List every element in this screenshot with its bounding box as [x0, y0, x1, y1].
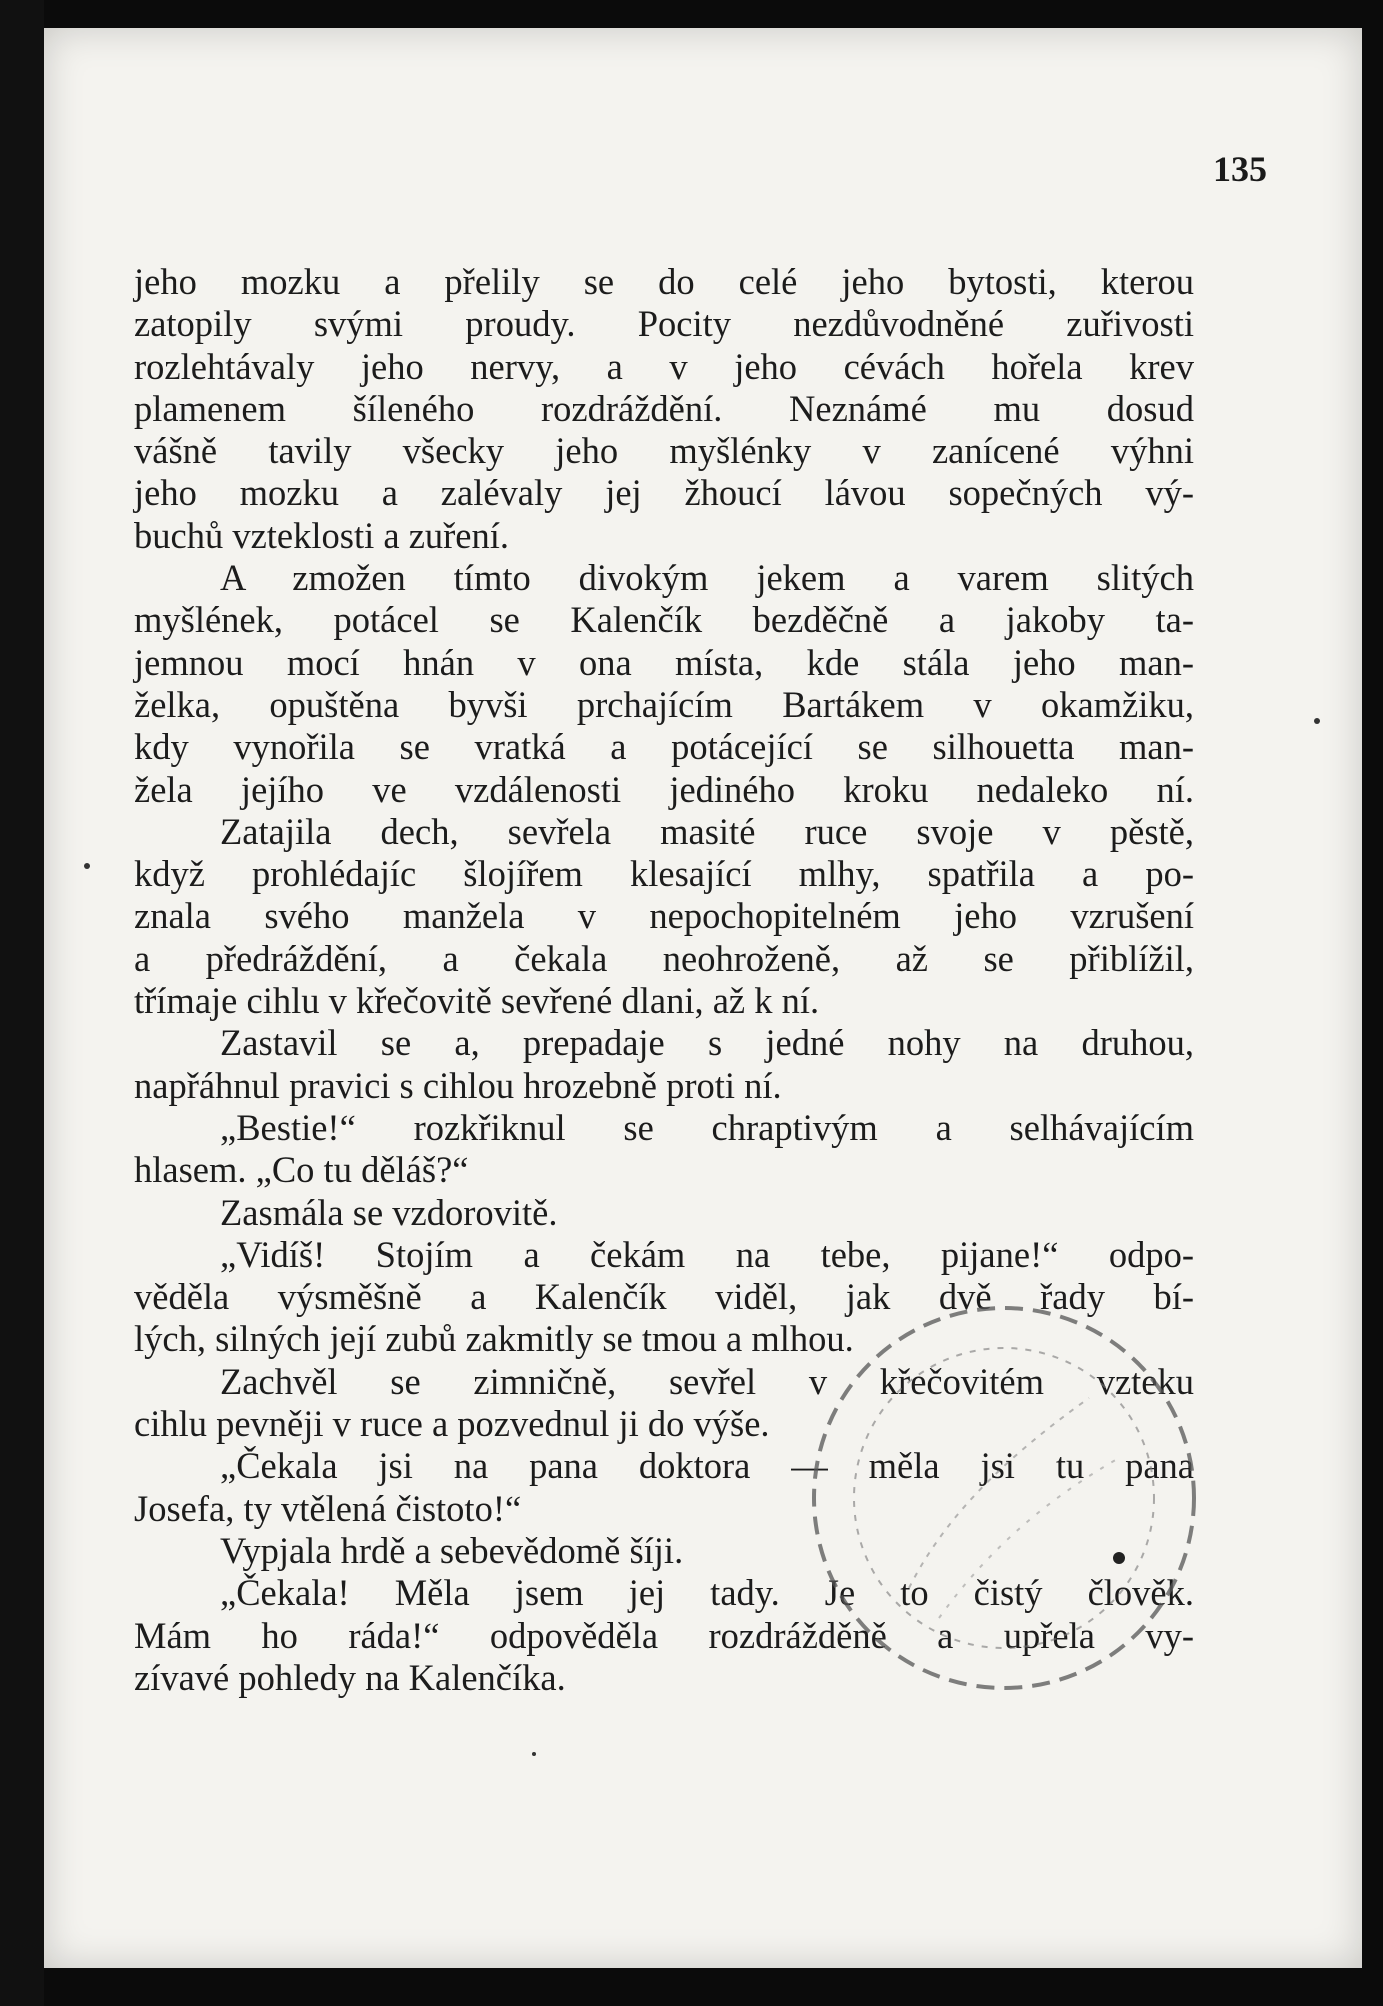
text-line: vášně tavily všecky jeho myšlénky v zanícené výhni	[134, 430, 1194, 472]
text-line: Zachvěl se zimničně, sevřel v křečovitém vzteku	[220, 1360, 1194, 1402]
text-line: Zasmála se vzdorovitě.	[220, 1191, 558, 1233]
ink-speck	[84, 863, 90, 869]
text-line: cihlu pevněji v ruce a pozvednul ji do výše.	[134, 1403, 770, 1445]
text-line: „Čekala jsi na pana doktora — měla jsi tu pana	[220, 1445, 1194, 1487]
text-line: rozlehtávaly jeho nervy, a v jeho cévách hořela krev	[134, 345, 1194, 387]
text-line: hlasem. „Co tu děláš?“	[134, 1149, 469, 1191]
text-line: „Čekala! Měla jsem jej tady. Je to čistý člověk.	[220, 1572, 1194, 1614]
text-line: jeho mozku a zalévaly jej žhoucí lávou sopečných vý-	[134, 472, 1194, 514]
text-line: věděla výsměšně a Kalenčík viděl, jak dvě řady bí-	[134, 1276, 1194, 1318]
text-line: kdy vynořila se vratká a potácející se silhouetta man-	[134, 726, 1194, 768]
text-line: napřáhnul pravici s cihlou hrozebně proti ní.	[134, 1064, 782, 1106]
text-line: Zatajila dech, sevřela masité ruce svoje v pěstě,	[220, 810, 1194, 852]
text-line: „Bestie!“ rozkřiknul se chraptivým a selhávajícím	[220, 1106, 1194, 1148]
text-line: jemnou mocí hnán v ona místa, kde stála jeho man-	[134, 641, 1194, 683]
text-line: Mám ho ráda!“ odpověděla rozdrážděně a upřela vy-	[134, 1614, 1194, 1656]
text-line: žela jejího ve vzdálenosti jediného kroku nedaleko ní.	[134, 768, 1194, 810]
text-line: Vypjala hrdě a sebevědomě šíji.	[220, 1529, 684, 1571]
text-line: třímaje cihlu v křečovitě sevřené dlani, až k ní.	[134, 980, 820, 1022]
text-line: myšlének, potácel se Kalenčík bezděčně a jakoby ta-	[134, 599, 1194, 641]
scan-border	[0, 0, 44, 2006]
text-line: když prohlédajíc šlojířem klesající mlhy, spatřila a po-	[134, 853, 1194, 895]
text-line: a předráždění, a čekala neohroženě, až se přiblížil,	[134, 937, 1194, 979]
text-line: A zmožen tímto divokým jekem a varem slitých	[220, 557, 1194, 599]
text-line: Zastavil se a, prepadaje s jedné nohy na druhou,	[220, 1022, 1194, 1064]
text-line: „Vidíš! Stojím a čekám na tebe, pijane!“ odpo-	[220, 1233, 1194, 1275]
text-line: Josefa, ty vtělená čistoto!“	[134, 1487, 522, 1529]
text-line: znala svého manžela v nepochopitelném jeho vzrušení	[134, 895, 1194, 937]
ink-speck	[1314, 718, 1320, 724]
text-line: želka, opuštěna byvši prchajícím Bartákem v okamžiku,	[134, 683, 1194, 725]
text-line: lých, silných její zubů zakmitly se tmou a mlhou.	[134, 1318, 854, 1360]
ink-speck	[532, 1752, 536, 1756]
body-text	[134, 261, 1194, 1699]
text-line: zívavé pohledy na Kalenčíka.	[134, 1656, 566, 1698]
text-line: buchů vzteklosti a zuření.	[134, 514, 510, 556]
page-number: 135	[1213, 149, 1267, 189]
book-page	[44, 28, 1362, 1968]
text-line: zatopily svými proudy. Pocity nezdůvodněné zuřivosti	[134, 303, 1194, 345]
text-line: plamenem šíleného rozdráždění. Neznámé mu dosud	[134, 387, 1194, 429]
text-line: jeho mozku a přelily se do celé jeho bytosti, kterou	[134, 261, 1194, 302]
